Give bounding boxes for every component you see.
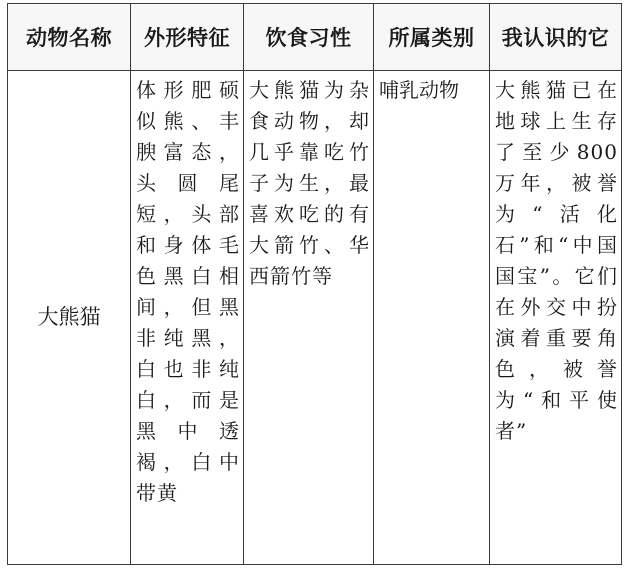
header-animal-name: 动物名称 <box>8 4 131 71</box>
header-knowledge: 我认识的它 <box>490 4 622 71</box>
animal-info-table <box>7 3 622 565</box>
cell-appearance: 体形肥硕似熊、丰腴富态，头圆尾短，头部和身体毛色黑白相间，但黑非纯黑，白也非纯白，而是黑中透褐，白中带黄 <box>131 71 244 565</box>
header-category: 所属类别 <box>374 4 490 71</box>
cell-animal-name: 大熊猫 <box>8 71 131 565</box>
cell-diet: 大熊猫为杂食动物，却几乎靠吃竹子为生，最喜欢吃的有大箭竹、华西箭竹等 <box>244 71 374 565</box>
header-appearance: 外形特征 <box>131 4 244 71</box>
table-header <box>8 4 622 71</box>
header-diet: 饮食习性 <box>244 4 374 71</box>
table-row <box>8 71 622 565</box>
cell-category: 哺乳动物 <box>374 71 490 565</box>
header-row <box>8 4 622 71</box>
table-body <box>8 71 622 565</box>
cell-knowledge: 大熊猫已在地球上生存了至少800万年，被誉为“活化石”和“中国国宝”。它们在外交中扮演着重要角色，被誉为“和平使者” <box>490 71 622 565</box>
